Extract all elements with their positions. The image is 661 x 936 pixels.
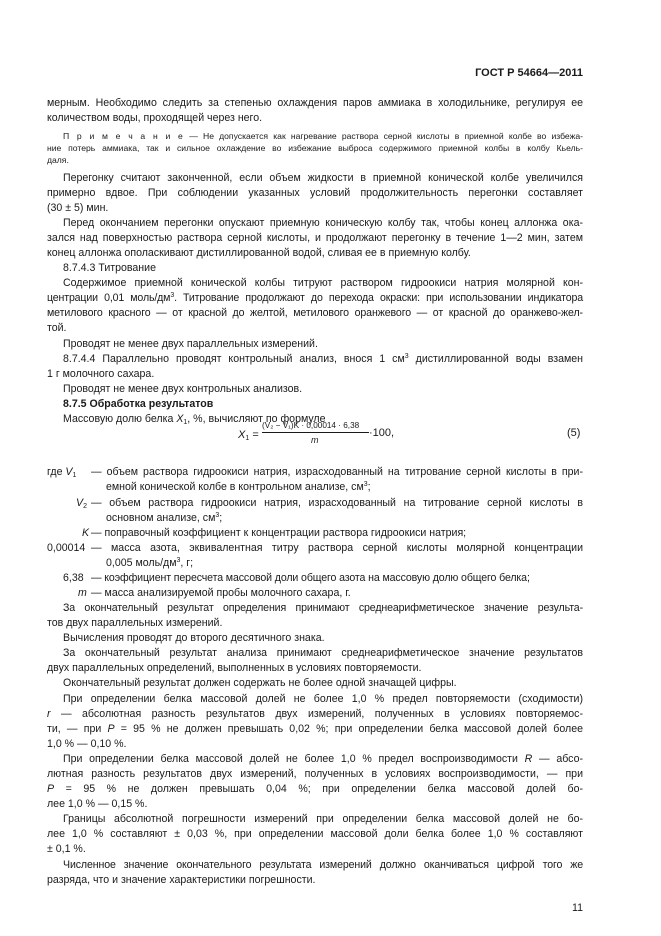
repeat-line: 1,0 % — 0,10 %. xyxy=(47,738,127,750)
intro-line: мерным. Необходимо следить за степенью охлаждения паров аммиака в холодильнике, регулируя ее xyxy=(47,97,583,109)
intro-line: количеством воды, проходящей через него. xyxy=(47,112,263,124)
definition-text: — объем раствора гидроокиси натрия, израсходованный на титрование серной кислоты в xyxy=(91,497,583,509)
formula-tail: ·100, xyxy=(369,427,395,439)
definition-symbol: 0,00014 xyxy=(47,542,86,554)
end-line: Перед окончанием перегонки опускают приемную коническую колбу так, чтобы конец аллонжа ока- xyxy=(63,217,583,229)
final-det-line: тов двух параллельных измерений. xyxy=(47,617,223,629)
definition-text: — поправочный коэффициент к концентрации раствора гидроокиси натрия; xyxy=(91,527,467,539)
reprod-line: P = 95 % не должен превышать 0,04 %; при определении белка массовой долей бо- xyxy=(47,783,583,795)
definition-symbol: 6,38 xyxy=(63,572,84,584)
titr-line: той. xyxy=(47,322,67,334)
definition-symbol: m xyxy=(78,587,87,599)
final-det-line: За окончательный результат определения принимают среднеарифметическое значение результа- xyxy=(63,602,583,614)
note-label: П р и м е ч а н и е xyxy=(63,131,185,141)
section-heading-875: 8.7.5 Обработка результатов xyxy=(63,398,214,410)
titr-line: метилового красного — от красной до желтой, метилового оранжевого — от красной до оранжево-жел- xyxy=(47,307,583,319)
repeat-line: ти, — при P = 95 % не должен превышать 0,02 %; при определении белка массовой долей более xyxy=(47,723,583,735)
bounds-line: лее 1,0 % составляют ± 0,03 %, при определении массовой доли белка более 1,0 % составляют xyxy=(47,828,583,840)
definition-text: — масса азота, эквивалентная титру раствора серной кислоты молярной концентрации xyxy=(91,542,583,554)
control-line: 8.7.4.4 Параллельно проводят контрольный анализ, внося 1 $см^3$ дистиллированной воды взамен xyxy=(63,353,584,365)
distill-line: Перегонку считают законченной, если объем жидкости в приемной конической колбе увеличился xyxy=(63,172,583,184)
definition-symbol: $V_2$ xyxy=(76,497,87,510)
formula-lhs: $X_1$ = xyxy=(238,429,259,442)
titr-line: Содержимое приемной конической колбы титруют раствором гидроокиси натрия молярной кон- xyxy=(63,277,583,289)
parallel-line: Проводят не менее двух параллельных измерений. xyxy=(63,338,318,350)
definition-text: — объем раствора гидроокиси натрия, израсходованный на титрование серной кислоты в при- xyxy=(91,466,583,478)
distill-line: (30 ± 5) мин. xyxy=(47,202,109,214)
page-number: 11 xyxy=(572,902,583,914)
final-an-line: За окончательный результат анализа принимают среднеарифметическое значение результатов xyxy=(63,647,583,659)
end-line: зался над поверхностью раствора серной кислоты, и продолжают перегонку в течение 1—2 мин, затем xyxy=(47,232,583,244)
reprod-line: При определении белка массовой долей не более 1,0 % предел воспроизводимости R — абсо- xyxy=(63,753,584,765)
note-block xyxy=(63,130,583,142)
formula-fraction-bar xyxy=(262,432,369,433)
final-an-line: двух параллельных определений, выполненных в условиях повторяемости. xyxy=(47,662,422,674)
reprod-line: лее 1,0 % — 0,15 %. xyxy=(47,798,148,810)
definition-symbol: K xyxy=(82,527,90,539)
numeric-line: разряда, что и значение характеристики погрешности. xyxy=(47,874,316,886)
end-line: конец аллонжа ополаскивают дистиллированной водой, сливая ее в приемную колбу. xyxy=(47,247,471,259)
mass-line: Массовую долю белка $X_1$, %, вычисляют по формуле xyxy=(63,413,326,426)
definition-text: основном анализе, $см^3$; xyxy=(106,512,223,524)
note-line: даля. xyxy=(47,155,69,165)
section-heading-8743: 8.7.4.3 Титрование xyxy=(63,262,156,274)
definition-text: — масса анализируемой пробы молочного сахара, г. xyxy=(91,587,351,599)
repeat-line: При определении белка массовой долей не более 1,0 % предел повторяемости (сходимости) xyxy=(63,693,583,705)
note-line: — Не допускается как нагревание раствора серной кислоты в приемной колбе во избежа- xyxy=(184,131,583,141)
formula-numerator: (V₂ − V₁)K · 0,00014 · 6,38 xyxy=(262,421,360,430)
note-line: ние потерь аммиака, так и сильное охлаждение во избежание выброса содержимого приемной колбы в колбу Кьель- xyxy=(47,143,583,153)
calc-line: Вычисления проводят до второго десятичного знака. xyxy=(63,632,325,644)
definition-text: емной конической колбе в контрольном анализе, $см^3$; xyxy=(106,481,371,493)
numeric-line: Численное значение окончательного результата измерений должно оканчиваться цифрой того же xyxy=(63,859,583,871)
bounds-line: ± 0,1 %. xyxy=(47,843,86,855)
definition-text: 0,005 моль/$дм^3$, г; xyxy=(106,557,194,569)
reprod-line: лютная разность результатов двух измерений, полученных в условиях воспроизводимости, — при xyxy=(47,768,583,780)
distill-line: примерно вдвое. При соблюдении указанных условий продолжительность перегонки составляет xyxy=(47,187,583,199)
control-line: Проводят не менее двух контрольных анализов. xyxy=(63,383,303,395)
one-sig-line: Окончательный результат должен содержать не более одной значащей цифры. xyxy=(63,677,457,689)
formula-number: (5) xyxy=(567,427,581,439)
definition-text: — коэффициент пересчета массовой доли общего азота на массовую долю общего белка; xyxy=(91,572,530,584)
control-line: 1 г молочного сахара. xyxy=(47,368,155,380)
definition-symbol: где $V_1$ xyxy=(47,466,77,479)
standard-code: ГОСТ Р 54664—2011 xyxy=(475,67,583,79)
formula-denominator: m xyxy=(311,435,319,445)
titr-line: центрации 0,01 моль/$дм^3$. Титрование продолжают до перехода окраски: при использовании индикатора xyxy=(47,292,583,304)
repeat-line: r — абсолютная разность результатов двух измерений, полученных в условиях повторяемос- xyxy=(47,708,583,720)
bounds-line: Границы абсолютной погрешности измерений при определении белка массовой долей не бо- xyxy=(63,813,583,825)
